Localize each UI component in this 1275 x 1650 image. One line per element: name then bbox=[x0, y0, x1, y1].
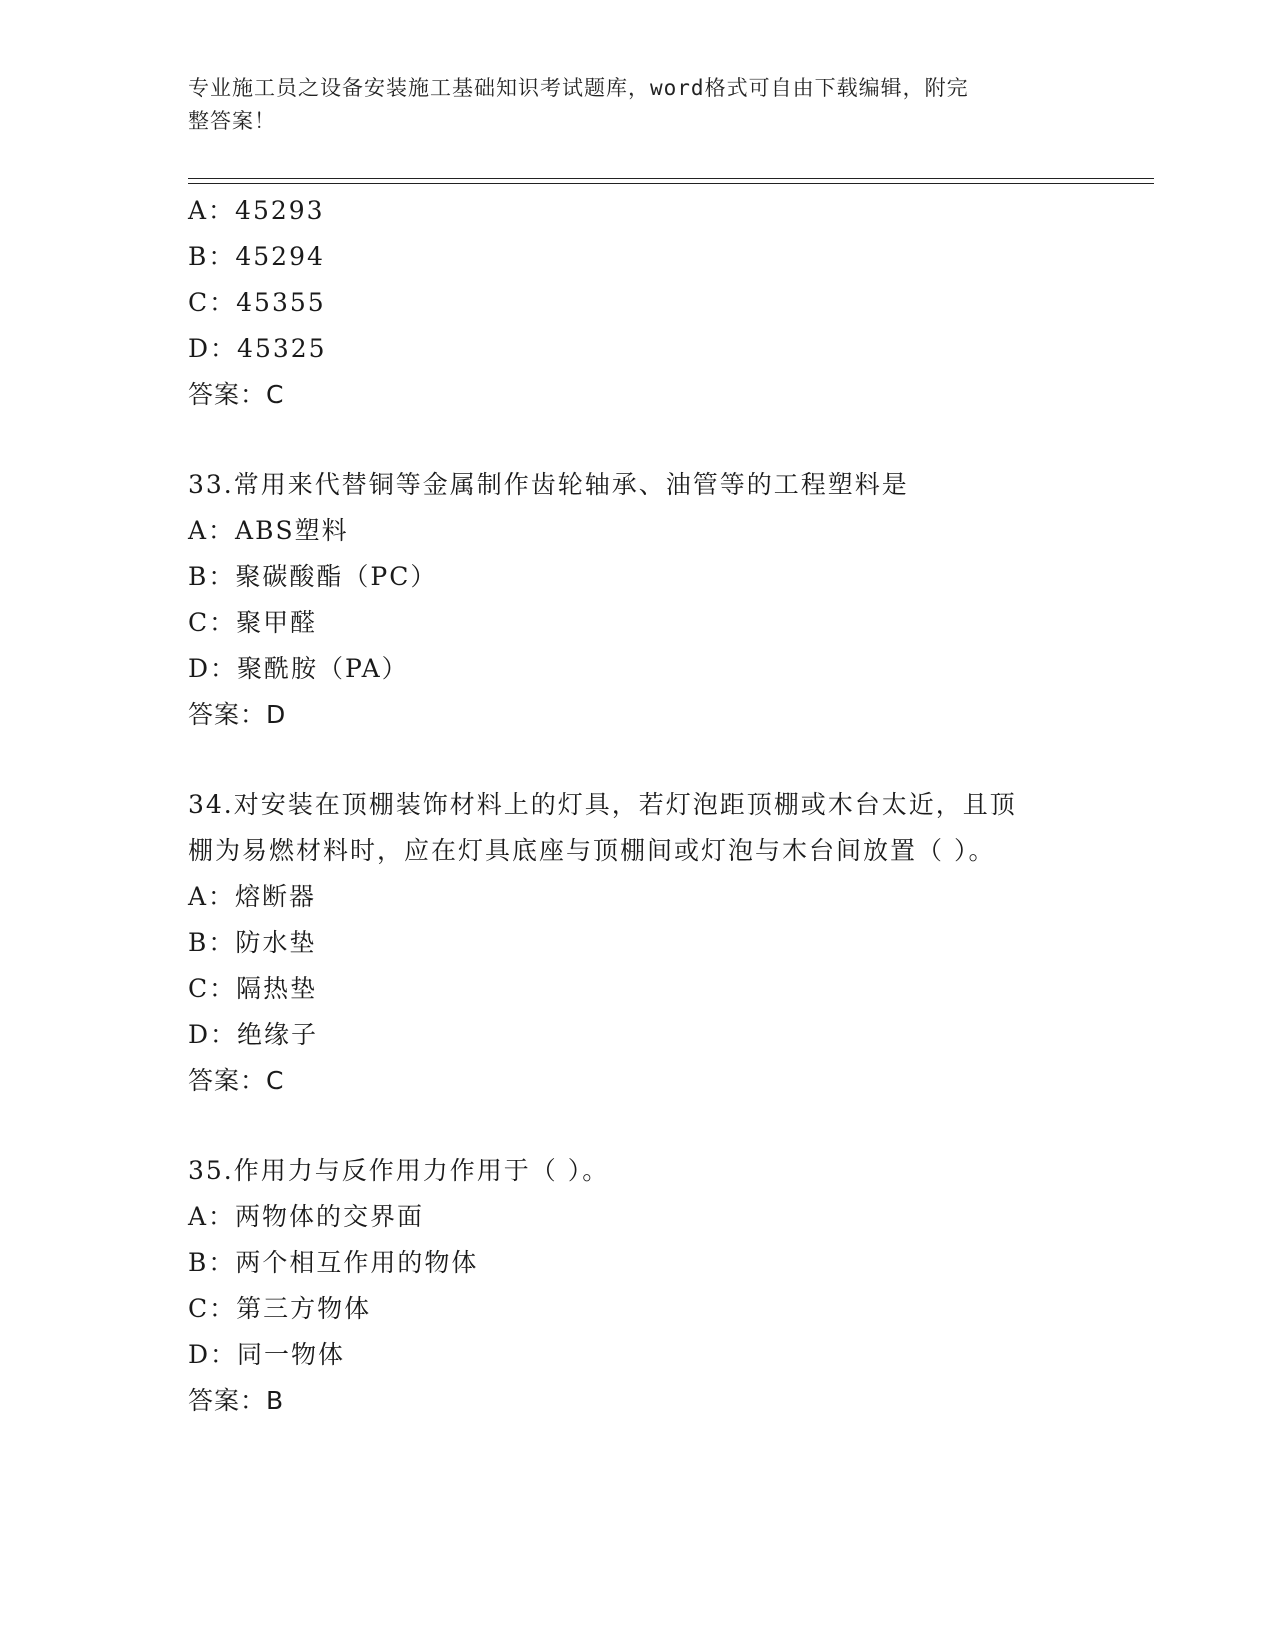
question-stem: 35.作用力与反作用力作用于（ ）。 bbox=[188, 1156, 610, 1185]
option-a: A：45293 bbox=[188, 196, 325, 225]
question-34 bbox=[188, 782, 1088, 1104]
spacer bbox=[188, 738, 1088, 782]
header-title-line-1: 专业施工员之设备安装施工基础知识考试题库，word格式可自由下载编辑，附完 bbox=[188, 76, 969, 100]
question-stem-line-2: 棚为易燃材料时，应在灯具底座与顶棚间或灯泡与木台间放置（ ）。 bbox=[188, 836, 996, 865]
spacer bbox=[188, 418, 1088, 462]
answer-line: 答案：C bbox=[188, 380, 285, 409]
option-c: C：45355 bbox=[188, 288, 326, 317]
option-c: C：隔热垫 bbox=[188, 974, 318, 1003]
option-b: B：45294 bbox=[188, 242, 325, 271]
option-b: B：两个相互作用的物体 bbox=[188, 1248, 479, 1277]
option-a: A：熔断器 bbox=[188, 882, 317, 911]
option-a: A：ABS塑料 bbox=[188, 516, 349, 545]
question-stem-line-1: 34.对安装在顶棚装饰材料上的灯具，若灯泡距顶棚或木台太近，且顶 bbox=[188, 790, 1017, 819]
option-d: D：45325 bbox=[188, 334, 327, 363]
header-title-line-2: 整答案！ bbox=[188, 109, 276, 133]
option-a: A：两物体的交界面 bbox=[188, 1202, 425, 1231]
answer-line: 答案：B bbox=[188, 1386, 285, 1415]
option-c: C：第三方物体 bbox=[188, 1294, 372, 1323]
option-d: D：聚酰胺（PA） bbox=[188, 654, 409, 683]
document-header bbox=[188, 72, 1068, 138]
spacer bbox=[188, 1104, 1088, 1148]
option-c: C：聚甲醛 bbox=[188, 608, 318, 637]
answer-line: 答案：D bbox=[188, 700, 287, 729]
answer-line: 答案：C bbox=[188, 1066, 285, 1095]
header-double-rule bbox=[188, 178, 1154, 184]
option-b: B：聚碳酸酯（PC） bbox=[188, 562, 438, 591]
option-b: B：防水垫 bbox=[188, 928, 317, 957]
option-d: D：同一物体 bbox=[188, 1340, 346, 1369]
question-35 bbox=[188, 1148, 1088, 1424]
question-32-continued bbox=[188, 188, 1088, 418]
question-list bbox=[188, 188, 1088, 1424]
question-stem: 33.常用来代替铜等金属制作齿轮轴承、油管等的工程塑料是 bbox=[188, 470, 909, 499]
question-33 bbox=[188, 462, 1088, 738]
option-d: D：绝缘子 bbox=[188, 1020, 319, 1049]
